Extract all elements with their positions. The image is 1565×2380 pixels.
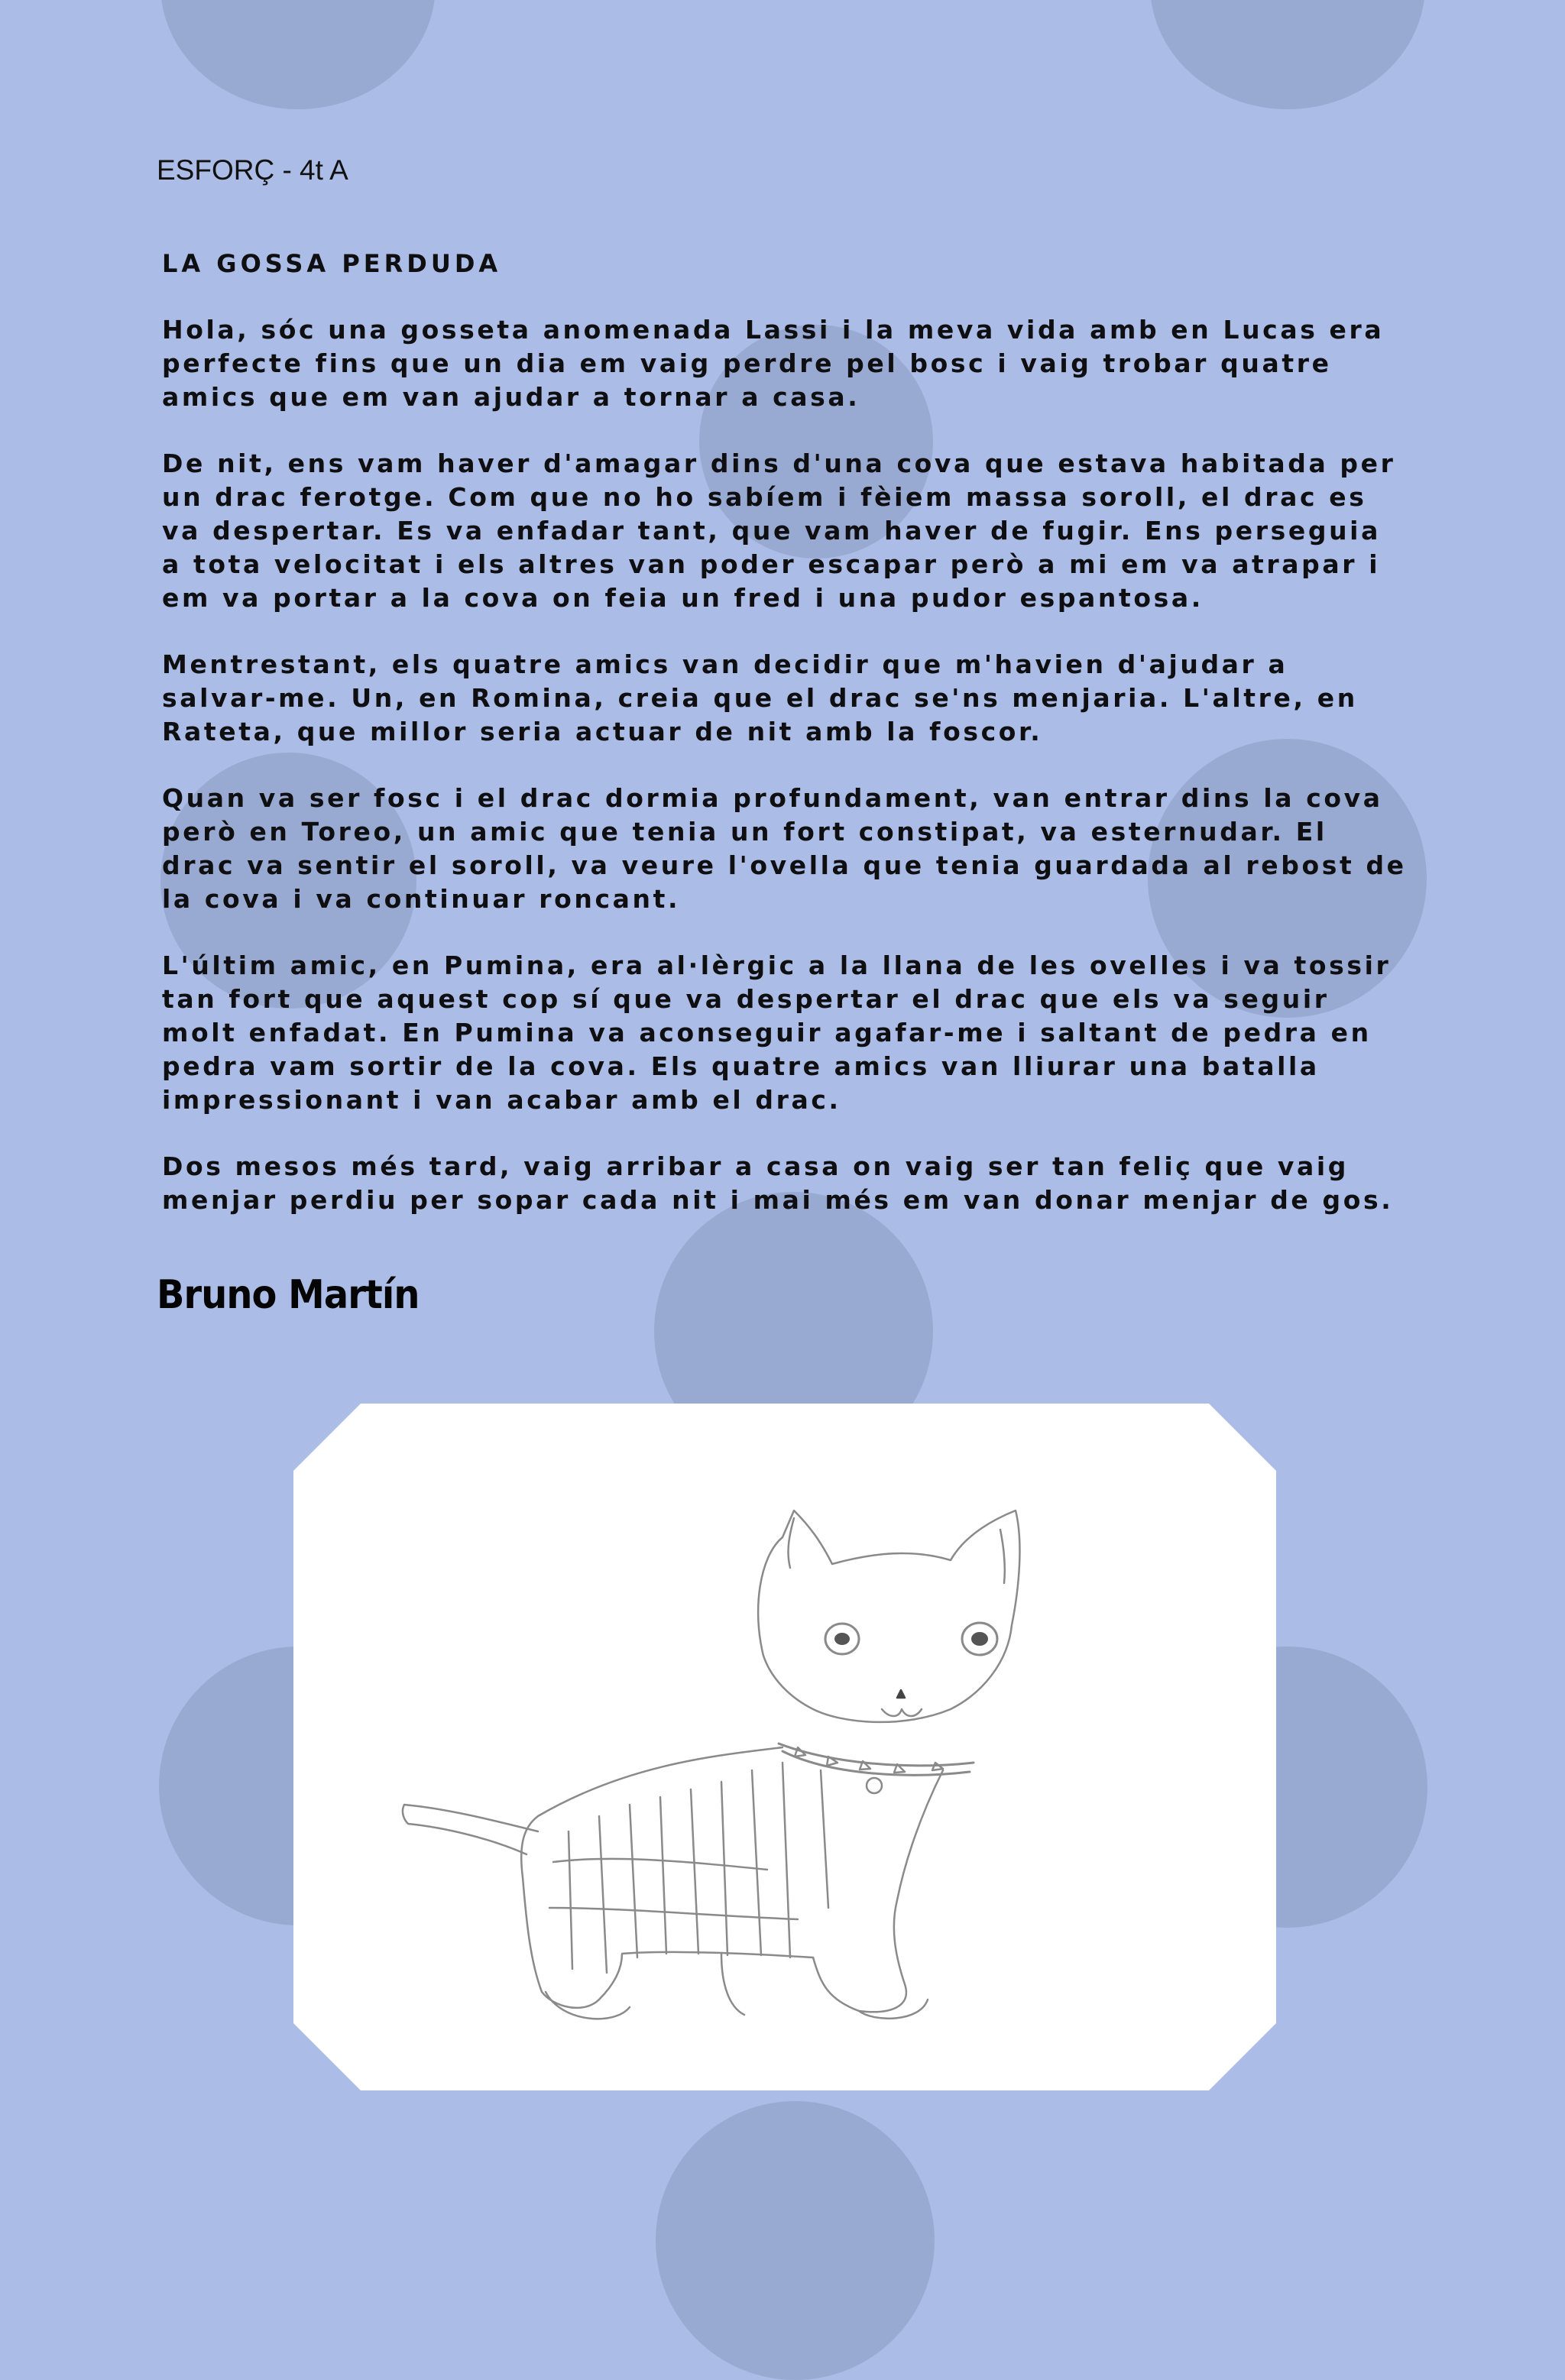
story-paragraph: De nit, ens vam haver d'amagar dins d'una cova que estava habitada per un drac ferotge. Com que no ho sabíem i fèiem massa soroll, el drac es va despertar. Es va enfadar tant, que vam haver de fugir. Ens perseguia a tota velocitat i els altres van poder escapar però a mi em va atrapar i em va portar a la cova on feia un fred i una pudor espantosa. bbox=[162, 448, 1396, 613]
story-paragraph: Mentrestant, els quatre amics van decidir que m'havien d'ajudar a salvar-me. Un, en Romina, creia que el drac se'ns menjaria. L'altre, en Rateta, que millor seria actuar de nit amb la foscor. bbox=[162, 649, 1358, 746]
story-paragraph: Hola, sóc una gosseta anomenada Lassi i la meva vida amb en Lucas era perfecte fins que un dia em vaig perdre pel bosc i vaig trobar quatre amics que em van ajudar a tornar a casa. bbox=[162, 315, 1385, 412]
background-dot bbox=[160, 0, 436, 109]
story-body bbox=[162, 313, 1415, 1250]
story-paragraph: L'últim amic, en Pumina, era al·lèrgic a la llana de les ovelles i va tossir tan fort que aquest cop sí que va despertar el drac que els va seguir molt enfadat. En Pumina va aconseguir agafar-me i saltant de pedra en pedra vam sortir de la cova. Els quatre amics van lliurar una batalla impressionant i van acabar amb el drac. bbox=[162, 950, 1392, 1115]
dog-drawing-frame bbox=[293, 1404, 1276, 2090]
story-title: LA GOSSA PERDUDA bbox=[162, 249, 502, 278]
dog-drawing bbox=[293, 1404, 1276, 2090]
author-name: Bruno Martín bbox=[157, 1272, 420, 1318]
background-dot bbox=[656, 2101, 935, 2380]
story-paragraph: Dos mesos més tard, vaig arribar a casa on vaig ser tan feliç que vaig menjar perdiu per sopar cada nit i mai més em van donar menjar de gos. bbox=[162, 1151, 1394, 1215]
story-paragraph: Quan va ser fosc i el drac dormia profundament, van entrar dins la cova però en Toreo, un amic que tenia un fort constipat, va esternudar. El drac va sentir el soroll, va veure l'ovella que tenia guardada al rebost de la cova i va continuar roncant. bbox=[162, 783, 1407, 914]
class-label: ESFORÇ - 4t A bbox=[157, 154, 348, 186]
background-dot bbox=[1150, 0, 1425, 109]
